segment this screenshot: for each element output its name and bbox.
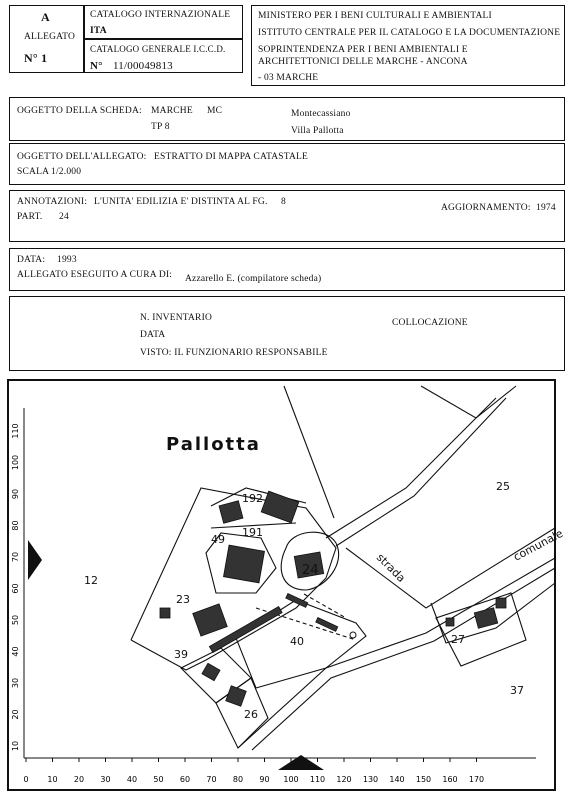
inventario-box <box>9 296 565 371</box>
x-tick-label: 80 <box>232 775 244 784</box>
catalogo-internazionale-label: CATALOGO INTERNAZIONALE <box>90 10 231 20</box>
x-tick-label: 140 <box>389 775 405 784</box>
parcel-37: 37 <box>510 684 524 697</box>
oggetto-allegato-value: ESTRATTO DI MAPPA CATASTALE <box>154 152 309 162</box>
map-place-name: Pallotta <box>166 434 261 455</box>
annotazioni-value: L'UNITA' EDILIZIA E' DISTINTA AL FG. <box>94 197 268 207</box>
oggetto-allegato-box <box>9 143 565 185</box>
parcel-39: 39 <box>174 648 188 661</box>
parcel-24: 24 <box>302 563 319 578</box>
data-value: 1993 <box>57 255 77 265</box>
istituto-label: ISTITUTO CENTRALE PER IL CATALOGO E LA DOCUMENTAZIONE <box>258 28 561 38</box>
part-value: 24 <box>59 212 69 222</box>
parcel-27: 27 <box>451 633 465 646</box>
scala-label: SCALA <box>17 167 50 177</box>
oggetto-scheda-box <box>9 97 565 141</box>
y-tick-label: 40 <box>11 646 20 657</box>
y-tick-label: 60 <box>11 583 20 594</box>
allegato-box <box>9 5 84 73</box>
x-tick-label: 40 <box>126 775 138 784</box>
x-tick-label: 0 <box>23 775 29 784</box>
annotazioni-foglio: 8 <box>281 197 286 207</box>
x-tick-label: 100 <box>283 775 299 784</box>
oggetto-localita: Villa Pallotta <box>291 126 344 136</box>
y-tick-label: 110 <box>11 423 20 439</box>
y-tick-label: 30 <box>11 677 20 689</box>
oggetto-tipo: TP 8 <box>151 122 170 132</box>
catalogo-internazionale-box <box>84 5 243 39</box>
aggiornamento-value: 1974 <box>536 203 556 213</box>
x-tick-label: 90 <box>259 775 270 784</box>
cadastral-map <box>6 378 566 793</box>
parcel-40: 40 <box>290 635 304 648</box>
x-tick-label: 20 <box>73 775 85 784</box>
x-tick-label: 130 <box>362 775 379 784</box>
soprintendenza-label-2: ARCHITETTONICI DELLE MARCHE - ANCONA <box>258 57 468 67</box>
parcel-26: 26 <box>244 708 258 721</box>
inventario-data-label: DATA <box>140 330 166 340</box>
y-tick-label: 80 <box>11 520 20 531</box>
x-tick-label: 60 <box>179 775 191 784</box>
map-road-label-strada: strada <box>373 550 408 585</box>
x-tick-label: 70 <box>206 775 217 784</box>
parcel-23: 23 <box>176 593 190 606</box>
scala-value: 1/2.000 <box>51 167 82 177</box>
x-tick-label: 170 <box>468 775 485 784</box>
ministero-box <box>251 5 565 86</box>
x-tick-label: 30 <box>100 775 111 784</box>
x-tick-label: 150 <box>415 775 432 784</box>
x-tick-label: 160 <box>442 775 458 784</box>
soprintendenza-label-1: SOPRINTENDENZA PER I BENI AMBIENTALI E <box>258 45 468 55</box>
allegato-label: ALLEGATO <box>24 32 76 42</box>
annotazioni-label: ANNOTAZIONI: <box>17 197 88 207</box>
numero-label: N° <box>90 60 103 72</box>
oggetto-provincia: MC <box>207 106 223 116</box>
y-tick-label: 50 <box>11 614 20 626</box>
parcel-192: 192 <box>242 492 263 505</box>
catalogo-code: ITA <box>90 26 107 36</box>
x-tick-label: 10 <box>47 775 58 784</box>
parcel-25: 25 <box>496 480 510 493</box>
oggetto-comune: Montecassiano <box>291 109 351 119</box>
x-tick-label: 120 <box>336 775 352 784</box>
parcel-12: 12 <box>84 574 98 587</box>
visto-label: VISTO: IL FUNZIONARIO RESPONSABILE <box>140 348 328 358</box>
allegato-letter: A <box>41 10 50 24</box>
y-tick-label: 100 <box>11 454 20 471</box>
map-road-label-comunale: comunale <box>511 526 566 564</box>
data-label: DATA: <box>17 255 46 265</box>
x-tick-label: 50 <box>153 775 164 784</box>
part-label: PART. <box>17 212 43 222</box>
collocazione-label: COLLOCAZIONE <box>392 318 468 328</box>
parcel-49: 49 <box>211 533 225 546</box>
parcel-191: 191 <box>242 526 263 539</box>
aggiornamento-label: AGGIORNAMENTO: <box>441 203 531 213</box>
allegato-number: N° 1 <box>24 51 48 65</box>
oggetto-scheda-label: OGGETTO DELLA SCHEDA: <box>17 106 142 116</box>
codice-regione: - 03 MARCHE <box>258 73 319 83</box>
x-tick-label: 110 <box>309 775 326 784</box>
inventario-label: N. INVENTARIO <box>140 313 213 323</box>
oggetto-regione: MARCHE <box>151 106 193 116</box>
oggetto-allegato-label: OGGETTO DELL'ALLEGATO: <box>17 152 147 162</box>
ministero-label: MINISTERO PER I BENI CULTURALI E AMBIENTALI <box>258 11 492 21</box>
y-tick-label: 20 <box>11 709 20 720</box>
y-tick-label: 90 <box>11 488 20 500</box>
numero-value: 11/00049813 <box>113 60 173 72</box>
annotazioni-box <box>9 190 565 242</box>
catalogo-generale-box <box>84 39 243 73</box>
esecuzione-box <box>9 248 565 291</box>
catalogo-generale-label: CATALOGO GENERALE I.C.C.D. <box>90 44 226 54</box>
eseguito-value: Azzarello E. (compilatore scheda) <box>185 274 322 284</box>
eseguito-label: ALLEGATO ESEGUITO A CURA DI: <box>17 270 173 280</box>
y-tick-label: 70 <box>11 551 20 563</box>
y-tick-label: 10 <box>11 740 20 752</box>
